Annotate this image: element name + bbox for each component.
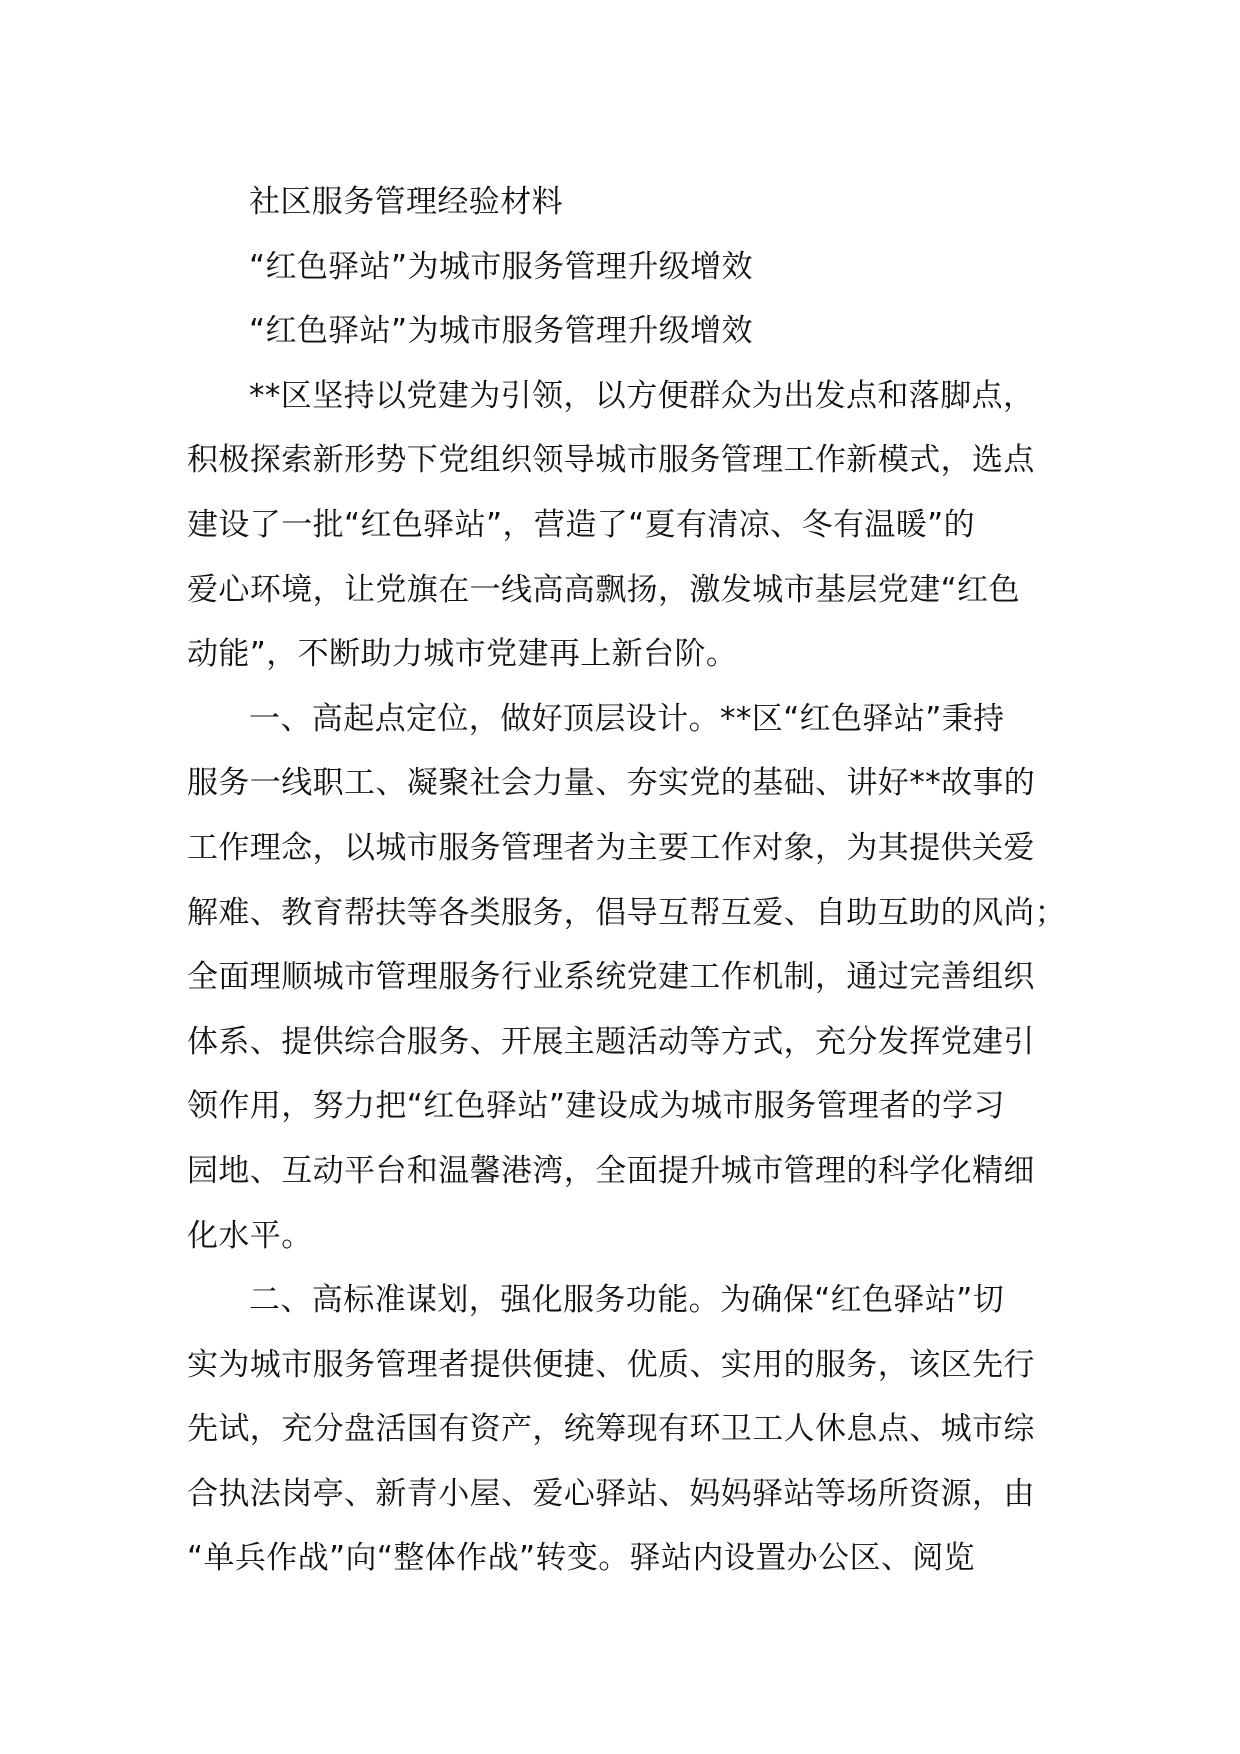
paragraph-line: 动能”，不断助力城市党建再上新台阶。 — [187, 636, 738, 673]
document-heading: “红色驿站”为城市服务管理升级增效 — [249, 248, 753, 285]
paragraph-line: 体系、提供综合服务、开展主题活动等方式，充分发挥党建引 — [187, 1023, 1035, 1060]
paragraph-line: 合执法岗亭、新青小屋、爱心驿站、妈妈驿站等场所资源，由 — [187, 1475, 1035, 1512]
document-page — [187, 170, 1067, 1591]
paragraph-line: 积极探索新形势下党组织领导城市服务管理工作新模式，选点 — [187, 442, 1035, 479]
paragraph-line: 一、高起点定位，做好顶层设计。**区“红色驿站”秉持 — [249, 700, 1005, 737]
paragraph-line: 领作用，努力把“红色驿站”建设成为城市服务管理者的学习 — [187, 1088, 1005, 1125]
paragraph-line: 建设了一批“红色驿站”，营造了“夏有清凉、冬有温暖”的 — [187, 506, 976, 543]
paragraph-line: 化水平。 — [187, 1217, 313, 1254]
paragraph-line: 解难、教育帮扶等各类服务，倡导互帮互爱、自助互助的风尚； — [187, 894, 1067, 931]
paragraph-line: “单兵作战”向“整体作战”转变。驿站内设置办公区、阅览 — [187, 1540, 976, 1577]
paragraph-line: 先试，充分盘活国有资产，统筹现有环卫工人休息点、城市综 — [187, 1411, 1035, 1448]
document-heading-repeat: “红色驿站”为城市服务管理升级增效 — [249, 313, 753, 350]
paragraph-section-two — [187, 1268, 1057, 1591]
paragraph-intro — [187, 364, 1057, 687]
document-title: 社区服务管理经验材料 — [249, 184, 563, 220]
paragraph-line: **区坚持以党建为引领，以方便群众为出发点和落脚点， — [249, 377, 1035, 414]
paragraph-line: 服务一线职工、凝聚社会力量、夯实党的基础、讲好**故事的 — [187, 765, 1036, 802]
paragraph-line: 二、高标准谋划，强化服务功能。为确保“红色驿站”切 — [249, 1282, 1005, 1319]
paragraph-line: 工作理念，以城市服务管理者为主要工作对象，为其提供关爱 — [187, 829, 1035, 866]
paragraph-section-one — [187, 687, 1067, 1268]
paragraph-line: 全面理顺城市管理服务行业系统党建工作机制，通过完善组织 — [187, 959, 1035, 996]
paragraph-line: 实为城市服务管理者提供便捷、优质、实用的服务，该区先行 — [187, 1346, 1035, 1383]
paragraph-line: 园地、互动平台和温馨港湾，全面提升城市管理的科学化精细 — [187, 1152, 1035, 1189]
paragraph-line: 爱心环境，让党旗在一线高高飘扬，激发城市基层党建“红色 — [187, 571, 1020, 608]
